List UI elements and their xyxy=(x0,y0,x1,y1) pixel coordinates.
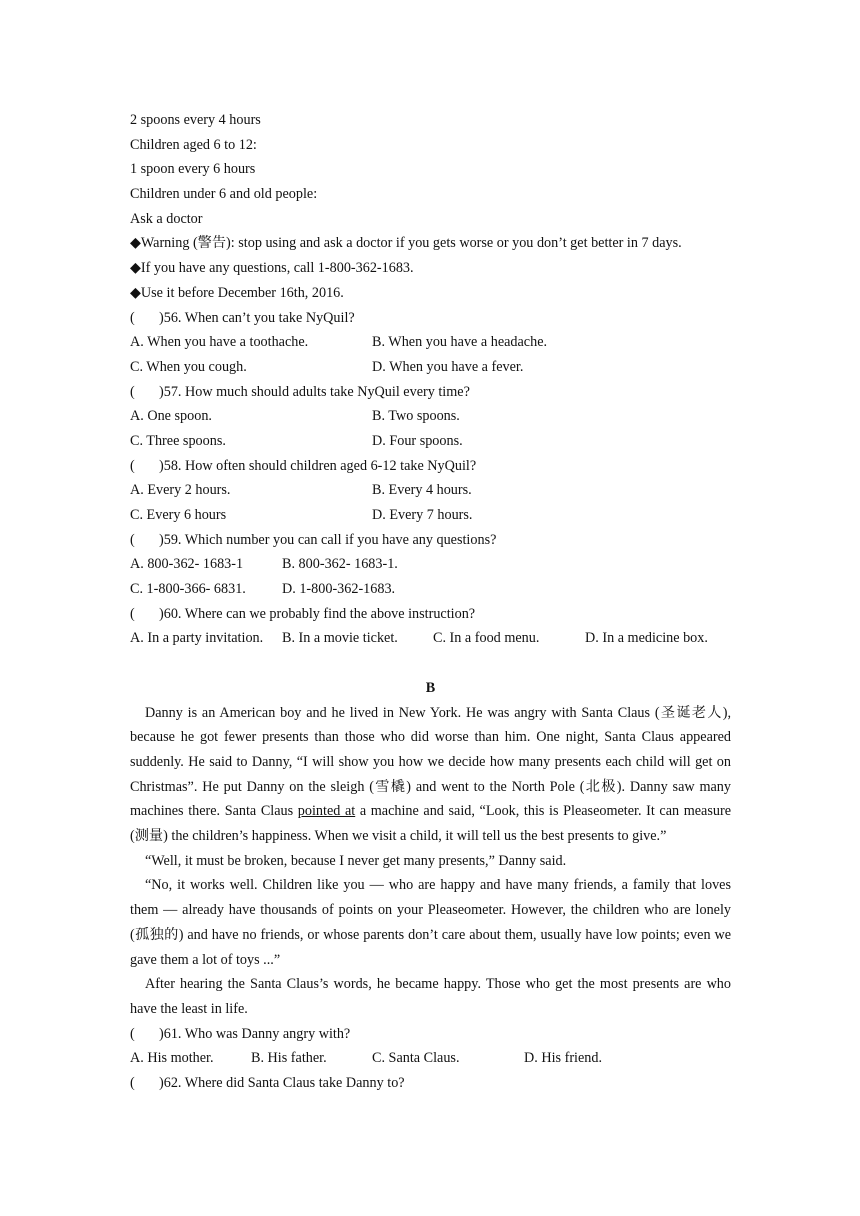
answer-blank[interactable]: ( xyxy=(130,457,135,474)
option-c: C. Every 6 hours xyxy=(130,507,227,523)
option-d: D. 1-800-362-1683. xyxy=(282,581,396,598)
option-a: A. His mother. xyxy=(130,1050,214,1067)
option-b: B. When you have a headache. xyxy=(372,334,548,351)
question-60 xyxy=(130,602,731,627)
option-d: D. Four spoons. xyxy=(372,432,463,449)
option-d: D. Every 7 hours. xyxy=(372,507,473,523)
question-stem: )61. Who was Danny angry with? xyxy=(159,1025,351,1042)
options-row xyxy=(130,577,731,602)
option-b: B. Two spoons. xyxy=(372,408,460,425)
question-stem: )57. How much should adults take NyQuil every time? xyxy=(159,383,470,400)
option-a: A. Every 2 hours. xyxy=(130,482,231,499)
options-row xyxy=(130,429,731,454)
question-stem: )62. Where did Santa Claus take Danny to? xyxy=(159,1075,405,1092)
question-stem: )58. How often should children aged 6-12 take NyQuil? xyxy=(159,457,477,474)
question-58 xyxy=(130,454,731,479)
warning-line: ◆Warning (警告): stop using and ask a doctor if you gets worse or you don’t get better in 7 days. xyxy=(130,235,682,252)
instruction-line: Ask a doctor xyxy=(130,210,203,227)
option-b: B. His father. xyxy=(251,1050,327,1067)
options-row xyxy=(130,355,731,380)
question-stem: )60. Where can we probably find the above instruction? xyxy=(159,605,476,622)
option-c: C. 1-800-366- 6831. xyxy=(130,581,246,598)
instruction-line: Children aged 6 to 12: xyxy=(130,136,257,153)
options-row xyxy=(130,503,731,528)
option-c: C. Santa Claus. xyxy=(372,1050,460,1067)
passage-paragraph xyxy=(130,701,731,849)
option-c: C. In a food menu. xyxy=(433,630,540,647)
question-57 xyxy=(130,380,731,405)
option-c: C. Three spoons. xyxy=(130,432,226,449)
questions-contact-line: ◆If you have any questions, call 1-800-362-1683. xyxy=(130,260,414,277)
option-a: A. In a party invitation. xyxy=(130,630,264,647)
question-stem: )59. Which number you can call if you have any questions? xyxy=(159,531,497,548)
option-a: A. 800-362- 1683-1 xyxy=(130,556,244,573)
expiry-line: ◆Use it before December 16th, 2016. xyxy=(130,284,344,301)
passage-paragraph: After hearing the Santa Claus’s words, he became happy. Those who get the most presents are who have the least in life. xyxy=(130,976,731,1017)
underlined-phrase: pointed at xyxy=(297,803,356,820)
answer-blank[interactable]: ( xyxy=(130,605,135,622)
option-b: B. Every 4 hours. xyxy=(372,482,472,499)
options-row xyxy=(130,478,731,503)
answer-blank[interactable]: ( xyxy=(130,383,135,400)
passage-text: Danny is an American boy and he lived in New York. He was angry with Santa Claus (圣诞老人), because he got fewer presents than those who did worse than him. One night, Santa Claus appeared suddenly. He said to Danny, “I will show you how we decide how many presents each child will get on Christmas”. He put Danny on the sleigh (雪橇) and went to the North Pole (北极). Danny saw many machines there. Santa Claus xyxy=(130,704,731,820)
instruction-line: 2 spoons every 4 hours xyxy=(130,112,261,128)
option-a: A. One spoon. xyxy=(130,408,212,425)
question-62 xyxy=(130,1071,731,1096)
option-d: D. His friend. xyxy=(524,1050,603,1067)
option-b: B. 800-362- 1683-1. xyxy=(282,556,398,573)
section-heading: B xyxy=(425,679,436,696)
answer-blank[interactable]: ( xyxy=(130,309,135,326)
option-b: B. In a movie ticket. xyxy=(282,630,398,647)
instruction-line: Children under 6 and old people: xyxy=(130,186,318,203)
option-a: A. When you have a toothache. xyxy=(130,334,309,351)
passage-text: a machine and said, “Look, this is Pleaseometer. It can measure (测量) the children’s happiness. When we visit a child, it will tell us the best presents to give.” xyxy=(130,803,731,845)
question-56 xyxy=(130,306,731,331)
options-row xyxy=(130,330,731,355)
question-stem: )56. When can’t you take NyQuil? xyxy=(159,309,355,326)
options-row xyxy=(130,404,731,429)
option-d: D. When you have a fever. xyxy=(372,358,524,375)
options-row xyxy=(130,1046,731,1071)
question-61 xyxy=(130,1022,731,1047)
passage-paragraph: “Well, it must be broken, because I never get many presents,” Danny said. xyxy=(145,852,567,869)
options-row xyxy=(130,552,731,577)
options-row xyxy=(130,626,731,651)
document-page xyxy=(130,108,731,1096)
option-d: D. In a medicine box. xyxy=(585,630,708,647)
answer-blank[interactable]: ( xyxy=(130,1075,135,1092)
question-59 xyxy=(130,528,731,553)
option-c: C. When you cough. xyxy=(130,358,247,375)
answer-blank[interactable]: ( xyxy=(130,1025,135,1042)
instruction-line: 1 spoon every 6 hours xyxy=(130,161,256,178)
passage-paragraph: “No, it works well. Children like you — who are happy and have many friends, a family that loves them — already have thousands of points on your Pleaseometer. However, the children who are lonely (孤独的) and have no friends, or whose parents don’t care about them, usually have low points; even we gave them a lot of toys ...” xyxy=(130,877,731,968)
answer-blank[interactable]: ( xyxy=(130,531,135,548)
